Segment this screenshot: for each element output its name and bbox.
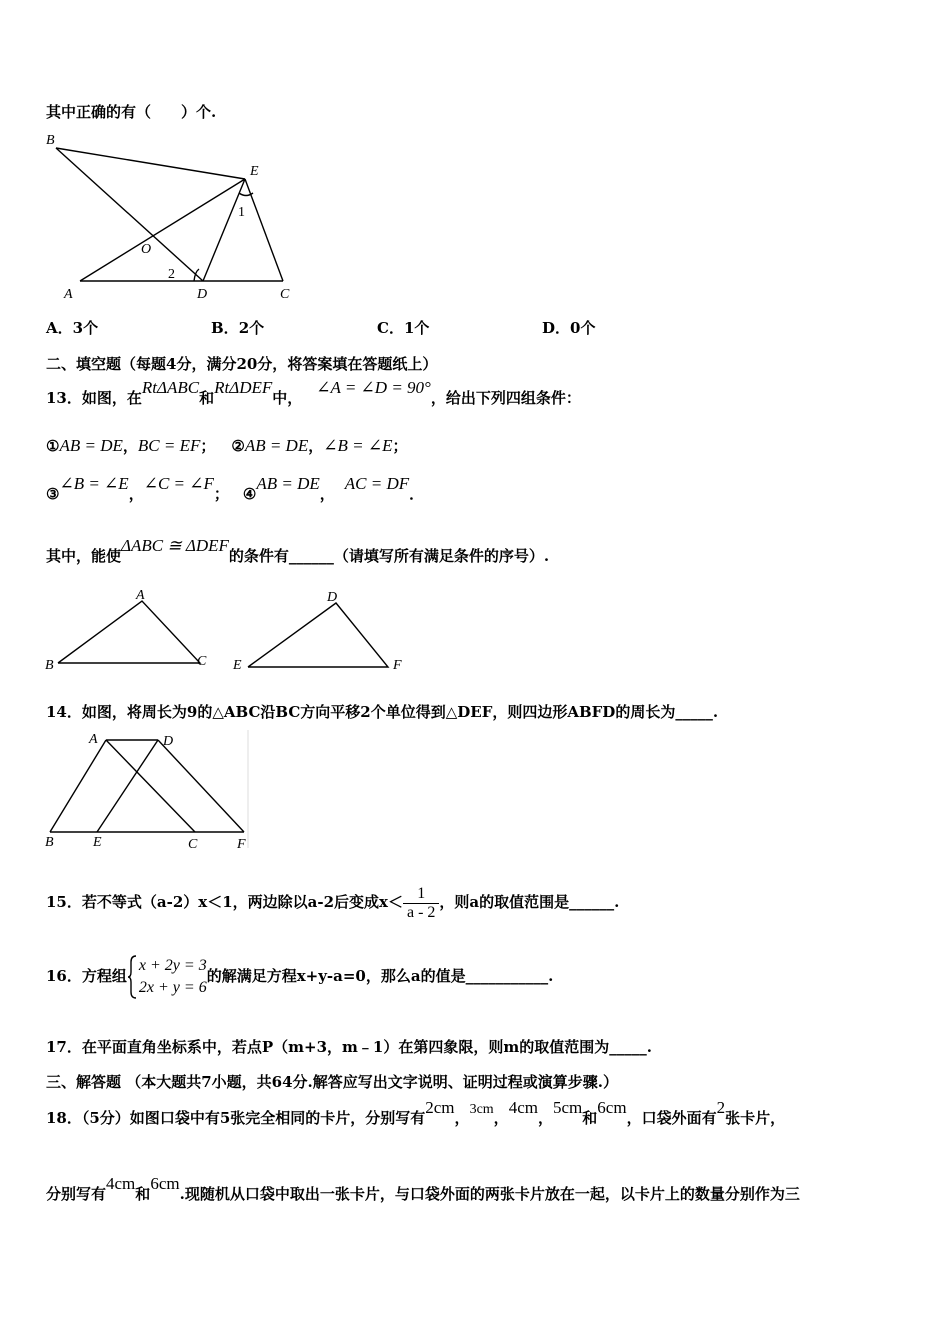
condition-2-mark: ② [231,437,245,455]
card-value: 3cm [469,1102,494,1117]
choice-text: 1个 [403,319,430,337]
segment-AE [80,179,245,281]
punct: ； [392,437,408,455]
q18-text: （5分）如图口袋中有5张完全相同的卡片，分别写有 [81,1109,426,1127]
choice-b[interactable] [211,318,264,338]
q14-stem [46,702,718,722]
q18-and: 和 [582,1109,598,1127]
card-value: 2cm [425,1098,455,1117]
q16-equation-1: x + 2y = 3 [138,957,207,974]
fig14-label-D: D [163,734,174,749]
q13-ask-pre: 其中，能使 [46,547,122,565]
q18-text: .现随机从口袋中取出一张卡片，与口袋外面的两张卡片放在一起，以卡片上的数量分别作为三 [179,1185,800,1203]
fig13-label-E: E [233,658,242,673]
punct: ， [537,1109,553,1127]
segment-DF [158,740,244,832]
choice-d[interactable] [542,318,595,338]
condition-2-a: AB = DE [244,436,309,455]
q13-math-rtabc: RtΔABC [141,378,200,397]
card-value: 5cm [552,1098,583,1117]
brace-icon [127,955,137,999]
q13-text: 和 [199,389,215,407]
fig12-label-B: B [46,133,55,148]
q13-question [46,536,550,566]
q12-figure [40,126,310,306]
condition-1-mark: ① [46,437,60,455]
fig12-label-A: A [64,287,73,302]
fig13-label-F: F [393,658,402,673]
fig13-label-B: B [45,658,54,673]
condition-3-b: ∠C = ∠F [143,474,214,493]
q17-number: 17． [46,1038,82,1056]
punct: ， [122,437,138,455]
choice-c[interactable] [377,318,429,338]
condition-4-b: AC = DF [344,474,410,493]
q16-stem [46,954,553,999]
choice-text: 2个 [238,319,265,337]
segment-AB [50,740,106,832]
condition-1-b: BC = EF [137,436,201,455]
q13-stem [46,378,581,408]
q13-figure [40,585,420,680]
q13-text: 如图，在 [81,389,142,407]
q18-number: 18． [46,1109,82,1127]
q16-post: 的解满足方程x+y-a=0，那么a的值是___________. [206,967,554,985]
punct: ， [319,485,335,503]
card-value: 6cm [597,1098,627,1117]
q18-text: 张卡片， [725,1109,786,1127]
q12-stem-tail: 其中正确的有（ ）个. [46,103,217,121]
q15-fraction [403,885,439,922]
q13-congruence: ΔABC ≅ ΔDEF [121,536,229,555]
card-value: 4cm [508,1098,538,1117]
fig12-label-1: 1 [238,205,245,220]
fig14-label-F: F [237,837,246,852]
punct: ， [308,437,324,455]
q15-stem [46,882,619,922]
choice-key: D． [542,319,571,337]
section-3-title: 三、解答题 （本大题共7小题，共64分.解答应写出文字说明、证明过程或演算步骤.） [46,1073,618,1091]
fig13-label-C: C [197,654,207,669]
q13-conditions-row2 [46,474,425,504]
punct: ． [409,485,425,503]
q15-fraction-numerator: 1 [403,885,439,904]
q14-figure [40,728,255,853]
punct: ， [493,1109,509,1127]
choice-a[interactable] [46,318,98,338]
fig13-label-D: D [327,590,338,605]
q15-number: 15． [46,893,82,911]
punct: ， [128,485,144,503]
q14-text: 如图，将周长为9的△ABC沿BC方向平移2个单位得到△DEF，则四边形ABFD的周长为_____. [81,703,719,721]
condition-2-b: ∠B = ∠E [323,436,393,455]
fig14-label-A: A [89,732,98,747]
fig14-label-B: B [45,835,54,850]
condition-3-mark: ③ [46,485,60,503]
q15-fraction-denominator: a - 2 [406,903,436,921]
fig14-label-C: C [188,837,198,852]
q13-number: 13． [46,389,82,407]
triangle-abc [58,601,200,663]
punct: ， [454,1109,470,1127]
q18-and: 和 [135,1185,151,1203]
choice-key: B． [211,319,239,337]
fig12-label-E: E [250,164,259,179]
q13-text: ，给出下列四组条件： [430,389,581,407]
fig12-label-D: D [197,287,208,302]
fig14-label-E: E [93,835,102,850]
fig12-label-2: 2 [168,267,175,282]
punct: ； [200,437,216,455]
choice-text: 3个 [72,319,99,337]
q15-pre: 若不等式（a-2）x＜1，两边除以a-2后变成x＜ [81,893,403,911]
choice-key: C． [377,319,404,337]
condition-3-a: ∠B = ∠E [59,474,129,493]
q18-text: ，口袋外面有 [626,1109,717,1127]
q13-ask-post: 的条件有______（请填写所有满足条件的序号）. [228,547,550,565]
q16-number: 16． [46,967,82,985]
condition-4-mark: ④ [242,485,257,503]
fig12-label-C: C [280,287,290,302]
condition-4-a: AB = DE [256,474,320,493]
q13-math-rtdef: RtΔDEF [214,378,273,397]
q13-math-angles: ∠A = ∠D = 90° [316,378,431,397]
q17-text: 在平面直角坐标系中，若点P（m+3，m﹣1）在第四象限，则m的取值范围为_____. [81,1038,652,1056]
triangle-def [248,603,388,667]
q18-text: 分别写有 [46,1185,107,1203]
q16-equation-system [127,955,207,999]
condition-1-a: AB = DE [59,436,123,455]
q16-equation-2: 2x + y = 6 [138,979,207,996]
q18-line1 [46,1098,786,1130]
card-count: 2 [716,1098,726,1117]
q13-conditions-row1 [46,436,407,456]
q18-line2 [46,1174,800,1204]
choice-key: A． [46,319,73,337]
segment-DE [97,740,158,832]
segment-DE [203,179,245,281]
section-2-title: 二、填空题（每题4分，满分20分，将答案填在答题纸上） [46,355,438,373]
fig12-label-O: O [141,242,152,257]
q17-stem [46,1037,652,1057]
card-value: 6cm [150,1174,180,1193]
q14-number: 14． [46,703,82,721]
q15-post: ，则a的取值范围是______. [439,893,620,911]
segment-AC [106,740,195,832]
q13-text: 中， [272,389,303,407]
q16-pre: 方程组 [81,967,127,985]
choice-text: 0个 [570,319,596,337]
punct: ； [213,485,229,503]
fig13-label-A: A [136,588,145,603]
card-value: 4cm [106,1174,136,1193]
